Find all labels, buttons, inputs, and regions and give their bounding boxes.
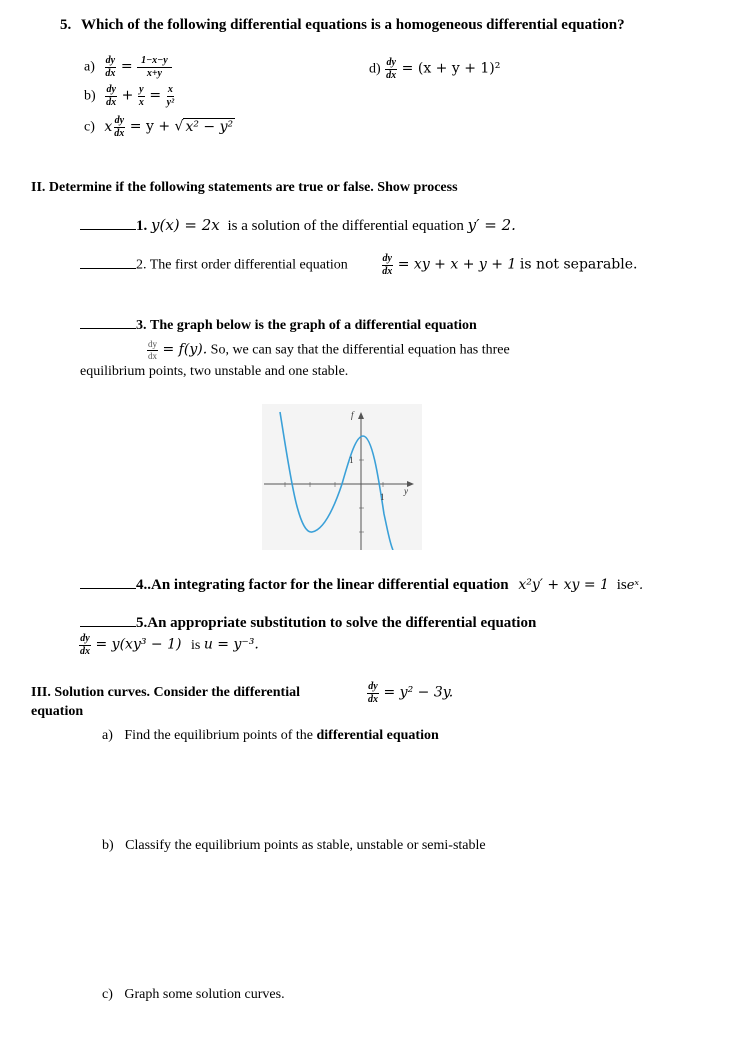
fraction: $\frac{1-x-y}{x+y}$ <box>137 56 172 79</box>
answer-blank[interactable] <box>80 268 136 269</box>
part-text: Graph some solution curves. <box>124 987 285 1002</box>
part-b <box>102 838 486 854</box>
math-expression: = y² − 3y. <box>383 684 454 701</box>
statement-number: 1. <box>136 218 148 234</box>
fraction: $\frac{dy}{dx}$ <box>368 681 378 705</box>
statement-4 <box>80 577 643 594</box>
variable-x: x <box>104 118 113 135</box>
answer-blank[interactable] <box>80 328 136 329</box>
statement-2 <box>80 254 637 277</box>
option-a <box>84 56 173 79</box>
fraction: $\frac{dy}{dx}$ <box>148 339 157 361</box>
math-expression: x²y′ + xy = 1 <box>518 577 609 593</box>
statement-text: The graph below is the graph of a differential equation <box>150 318 477 333</box>
section-3-heading-line-1: III. Solution curves. Consider the differential <box>31 685 300 700</box>
option-b <box>84 85 176 108</box>
equals-sign: = <box>149 87 162 104</box>
fraction: $\frac{dy}{dx}$ <box>114 115 125 139</box>
question-text: Which of the following differential equations is a homogeneous differential equation? <box>81 17 625 33</box>
fraction: $\frac{y}{x}$ <box>138 84 144 108</box>
section-3-heading-line-2: equation <box>31 704 84 719</box>
answer-blank[interactable] <box>80 626 136 627</box>
statement-text: is <box>190 637 201 653</box>
question-5 <box>60 17 625 34</box>
part-a <box>102 728 439 744</box>
math-expression: y′ = 2. <box>467 216 516 234</box>
answer-blank[interactable] <box>80 588 136 589</box>
statement-number: 2. <box>136 257 147 273</box>
statement-text: The first order differential equation <box>149 257 348 273</box>
option-label: c) <box>84 119 95 135</box>
part-label: b) <box>102 838 114 853</box>
statement-text: is a solution of the differential equation <box>227 218 464 234</box>
fraction: $\frac{dy}{dx}$ <box>382 253 393 277</box>
math-expression: eˣ. <box>626 578 644 593</box>
statement-text: .An integrating factor for the linear differential equation <box>147 577 509 593</box>
part-label: c) <box>102 987 113 1002</box>
statement-3-line-3: equilibrium points, two unstable and one stable. <box>80 364 349 379</box>
statement-3-line-2 <box>146 340 510 361</box>
statement-number: 4. <box>136 577 148 593</box>
axis-label-y: y <box>404 486 408 496</box>
section-3-equation <box>366 682 453 705</box>
option-c-rhs: = y + √ <box>129 118 184 135</box>
fraction: $\frac{x}{\text{y²}}$ <box>166 84 175 108</box>
statement-3 <box>80 318 477 334</box>
math-expression: u = y⁻³. <box>203 636 259 653</box>
option-d-rhs: = (x + y + 1)² <box>401 60 501 77</box>
tick-label-1-vertical: 1 <box>349 455 354 465</box>
statement-text: So, we can say that the differential equation has three <box>210 342 510 358</box>
fraction: $\frac{dy}{dx}$ <box>386 57 397 81</box>
math-expression: = y(xy³ − 1) <box>95 636 182 653</box>
graph-background <box>262 404 422 550</box>
statement-5 <box>80 615 536 632</box>
plus-sign: + <box>121 87 134 104</box>
fraction: $\frac{dy}{dx}$ <box>106 84 117 108</box>
statement-number: 3. <box>136 318 147 333</box>
fraction: $\frac{dy}{dx}$ <box>80 633 90 657</box>
part-text: Classify the equilibrium points as stable, unstable or semi-stable <box>125 838 486 853</box>
part-text-bold: differential equation <box>316 728 439 743</box>
statement-number: 5. <box>136 615 148 631</box>
option-c <box>84 116 235 139</box>
section-2-heading: II. Determine if the following statements are true or false. Show process <box>31 180 458 195</box>
axis-label-f: f <box>351 410 354 420</box>
part-text: Find the equilibrium points of the <box>124 728 313 743</box>
statement-text: is not separable. <box>519 256 638 273</box>
option-label: b) <box>84 88 96 104</box>
radicand: x² − y² <box>185 118 234 135</box>
statement-text: An appropriate substitution to solve the differential equation <box>147 615 537 631</box>
option-label: a) <box>84 59 95 75</box>
question-number: 5. <box>60 17 72 33</box>
part-c <box>102 987 285 1003</box>
answer-blank[interactable] <box>80 229 136 230</box>
equals-sign: = <box>120 58 133 75</box>
fraction: $\frac{dy}{dx}$ <box>105 55 116 79</box>
function-graph <box>262 404 422 550</box>
math-expression: y(x) = 2x <box>151 216 220 234</box>
part-label: a) <box>102 728 113 743</box>
statement-5-line-2 <box>78 634 259 657</box>
option-label: d) <box>369 61 381 77</box>
math-expression: = xy + x + y + 1 <box>397 256 517 273</box>
tick-label-1-horizontal: 1 <box>380 492 385 502</box>
math-expression: = f(y). <box>162 341 208 358</box>
statement-text: is <box>616 577 627 593</box>
option-d <box>369 58 500 81</box>
statement-1 <box>80 216 516 235</box>
